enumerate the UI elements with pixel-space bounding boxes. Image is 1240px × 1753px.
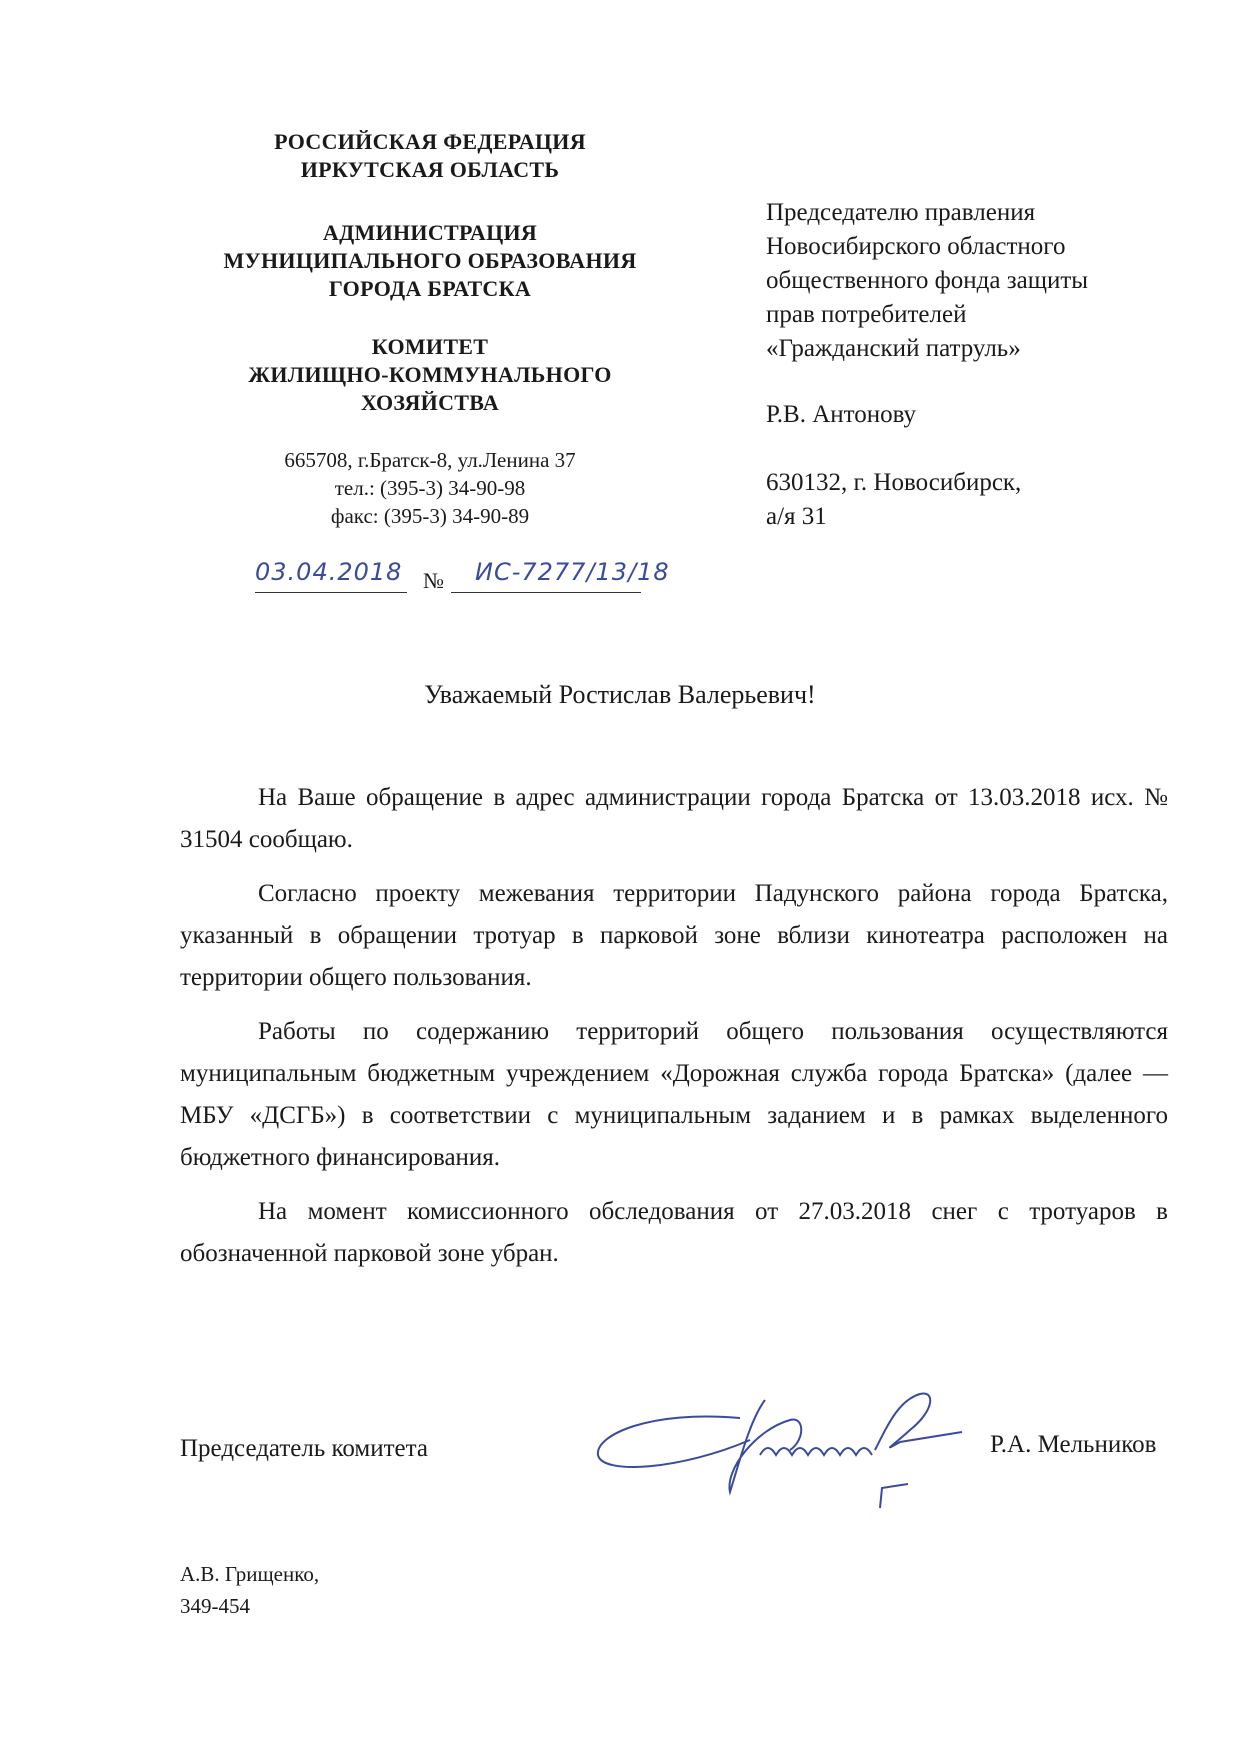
recipient-block	[766, 196, 1206, 366]
body-paragraph-1: На Ваше обращение в адрес администрации города Братска от 13.03.2018 исх. № 31504 сообщаю.	[180, 784, 1168, 853]
body-paragraph-3: Работы по содержанию территорий общего пользования осуществляются муниципальным бюджетным учреждением «Дорожная служба города Братска» (далее — МБУ «ДСГБ») в соответствии с муниципальным заданием и в рамках выделенного бюджетного финансирования.	[180, 1018, 1168, 1171]
executor-name: А.В. Грищенко,	[180, 1562, 320, 1586]
sender-fax: факс: (395-3) 34-90-89	[330, 504, 530, 528]
letterhead-admin-block	[170, 219, 690, 303]
recipient-address-2: а/я 31	[766, 503, 827, 530]
committee-line-1: КОМИТЕТ	[371, 334, 489, 359]
sender-phone: тел.: (395-3) 34-90-98	[334, 476, 526, 500]
body-paragraph-2: Согласно проекту межевания территории Падунского района города Братска, указанный в обращении тротуар в парковой зоне вблизи кинотеатра расположен на территории общего пользования.	[180, 880, 1168, 991]
recipient-line-4: прав потребителей	[766, 301, 967, 328]
recipient-address-block	[766, 466, 1206, 534]
signatory-name: Р.А. Мельников	[990, 1431, 1157, 1458]
recipient-name: Р.В. Антонову	[766, 401, 917, 428]
registration-date: 03.04.2018	[255, 558, 403, 586]
recipient-address-1: 630132, г. Новосибирск,	[766, 469, 1022, 496]
admin-line-1: АДМИНИСТРАЦИЯ	[322, 220, 538, 245]
number-underline	[451, 592, 641, 593]
letterhead-committee-block	[170, 333, 690, 417]
country-name: РОССИЙСКАЯ ФЕДЕРАЦИЯ	[274, 129, 586, 154]
region-name: ИРКУТСКАЯ ОБЛАСТЬ	[300, 157, 560, 182]
registration-number: ИС-7277/13/18	[475, 558, 670, 586]
admin-line-2: МУНИЦИПАЛЬНОГО ОБРАЗОВАНИЯ	[223, 248, 637, 273]
letter-body	[180, 777, 1168, 1287]
committee-line-2: ЖИЛИЩНО-КОММУНАЛЬНОГО	[248, 362, 612, 387]
admin-line-3: ГОРОДА БРАТСКА	[328, 276, 532, 301]
recipient-line-2: Новосибирского областного	[766, 233, 1066, 260]
body-paragraph-4: На момент комиссионного обследования от 27.03.2018 снег с тротуаров в обозначенной парковой зоне убран.	[180, 1198, 1168, 1267]
handwritten-signature	[590, 1380, 970, 1520]
registration-line	[255, 556, 670, 600]
recipient-line-5: «Гражданский патруль»	[766, 335, 1021, 362]
signatory-title: Председатель комитета	[180, 1435, 428, 1462]
letterhead-contacts	[170, 446, 690, 530]
committee-line-3: ХОЗЯЙСТВА	[360, 390, 500, 415]
letterhead-country-block	[170, 128, 690, 184]
date-underline	[255, 592, 407, 593]
recipient-line-3: общественного фонда защиты	[766, 267, 1089, 294]
executor-block	[180, 1558, 319, 1622]
greeting: Уважаемый Ростислав Валерьевич!	[424, 680, 816, 709]
number-sign: №	[423, 568, 444, 593]
executor-phone: 349-454	[180, 1594, 250, 1618]
recipient-line-1: Председателю правления	[766, 199, 1036, 226]
sender-address: 665708, г.Братск-8, ул.Ленина 37	[284, 448, 576, 472]
